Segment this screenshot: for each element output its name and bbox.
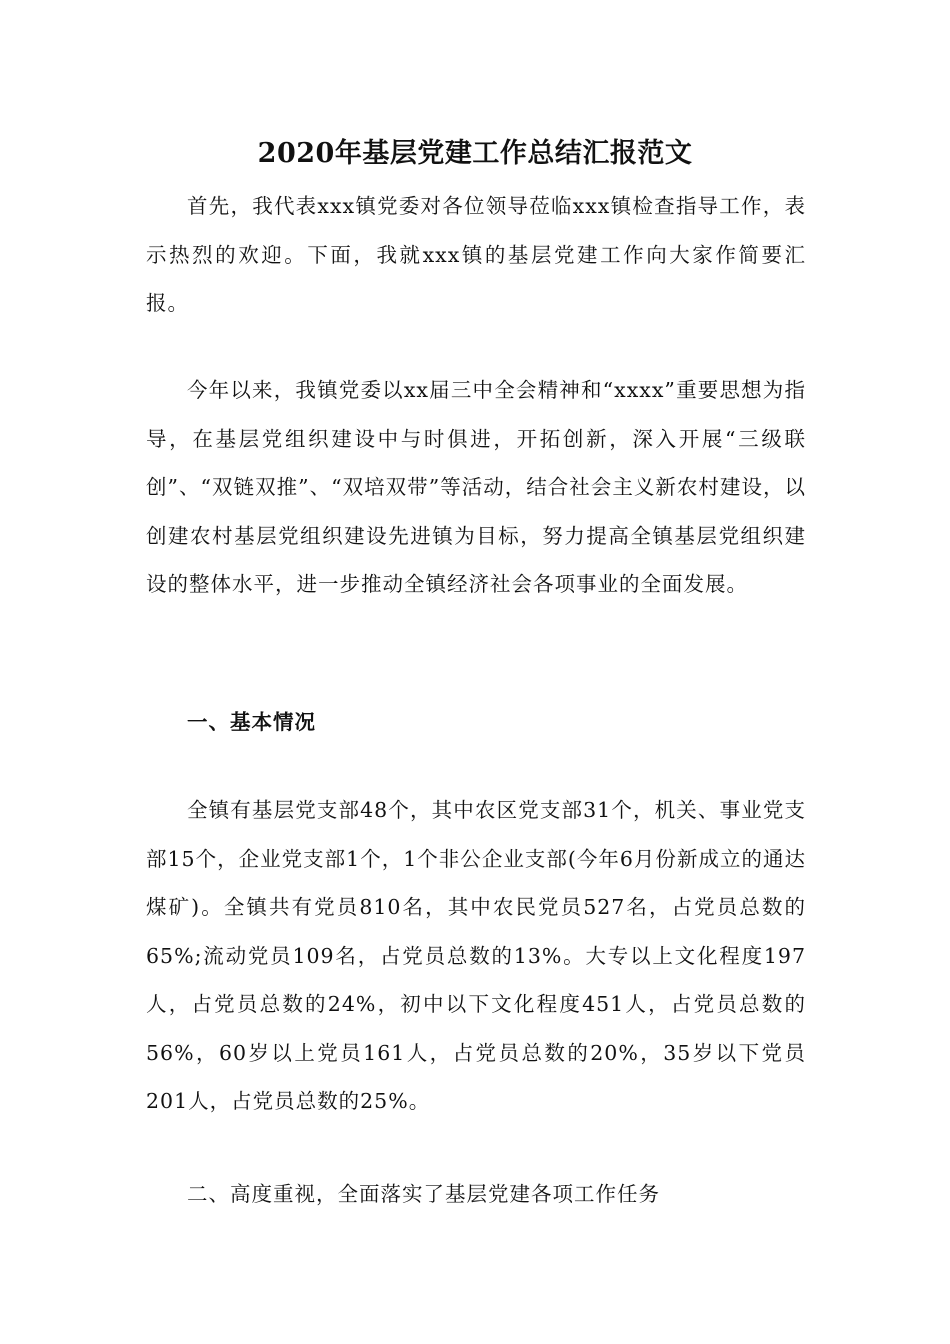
document-title: 2020年基层党建工作总结汇报范文 xyxy=(257,138,693,169)
paragraph-guiding-thought: 今年以来，我镇党委以xx届三中全会精神和“xxxx”重要思想为指导，在基层党组织建设中与时俱进，开拓创新，深入开展“三级联创”、“双链双推”、“双培双带”等活动，结合社会主义新农村建设，以创建农村基层党组织建设先进镇为目标，努力提高全镇基层党组织建设的整体水平，进一步推动全镇经济社会各项事业的全面发展。 xyxy=(146,378,806,596)
paragraph-intro: 首先，我代表xxx镇党委对各位领导莅临xxx镇检查指导工作，表示热烈的欢迎。下面，我就xxx镇的基层党建工作向大家作简要汇报。 xyxy=(146,194,806,315)
section-heading-implementation: 二、高度重视，全面落实了基层党建各项工作任务 xyxy=(187,1182,660,1206)
paragraph-basic-statistics: 全镇有基层党支部48个，其中农区党支部31个，机关、事业党支部15个，企业党支部1个，1个非公企业支部(今年6月份新成立的通达煤矿)。全镇共有党员810名，其中农民党员527名，占党员总数的65%;流动党员109名，占党员总数的13%。大专以上文化程度197人，占党员总数的24%，初中以下文化程度451人，占党员总数的56%，60岁以上党员161人，占党员总数的20%，35岁以下党员201人，占党员总数的25%。 xyxy=(146,798,806,1113)
section-heading-basic-situation: 一、基本情况 xyxy=(187,710,316,734)
